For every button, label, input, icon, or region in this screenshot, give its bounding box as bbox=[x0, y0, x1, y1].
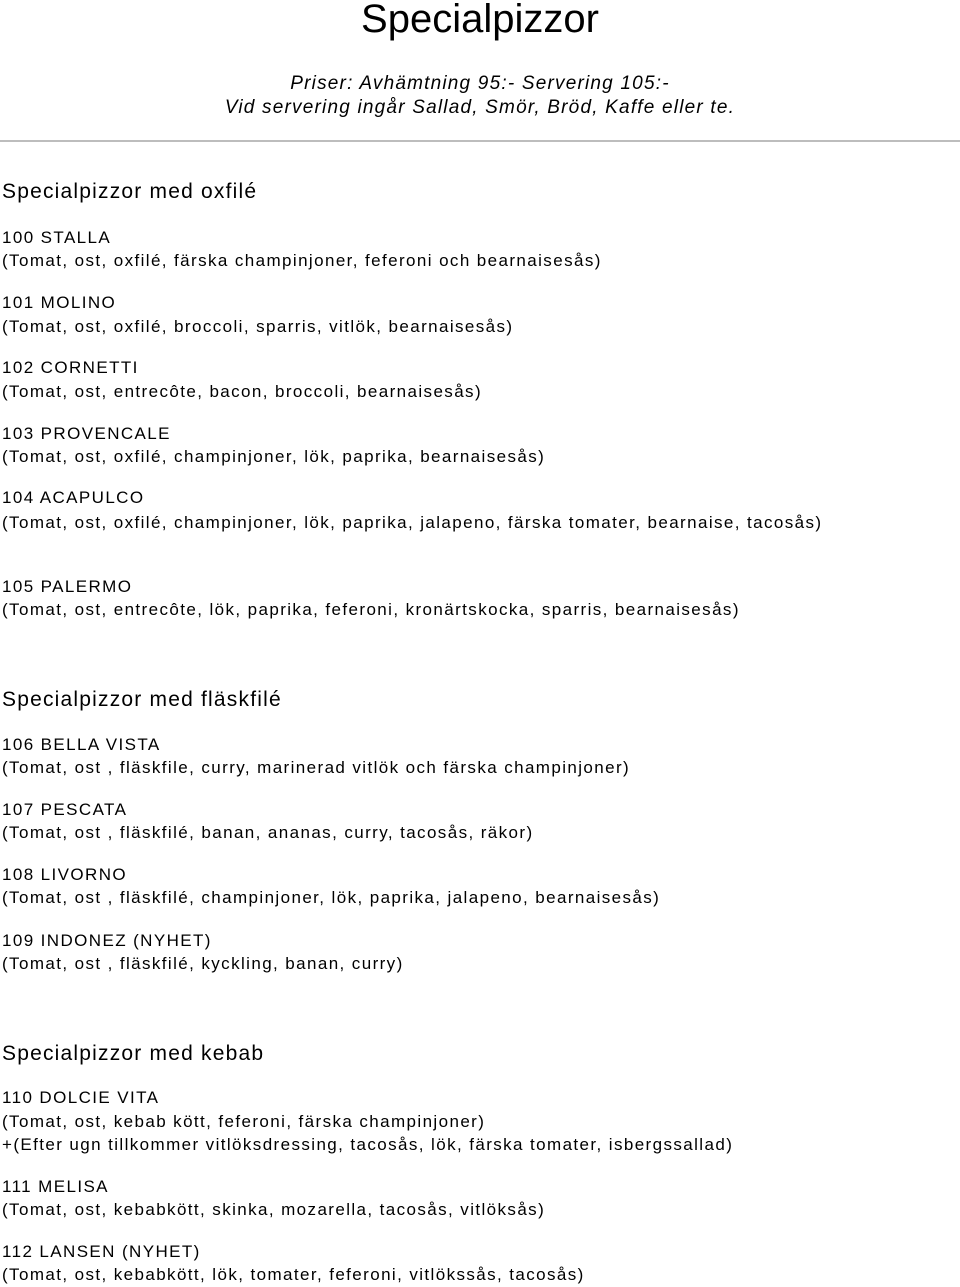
service-line: Vid servering ingår Sallad, Smör, Bröd, Kaffe eller te. bbox=[224, 97, 736, 118]
menu-item-name: 105 PALERMO bbox=[2, 577, 133, 596]
menu-item-name: 112 LANSEN (NYHET) bbox=[2, 1242, 201, 1261]
menu-item-desc: (Tomat, ost , fläskfilé, kyckling, banan, curry) bbox=[2, 954, 404, 973]
page-title: Specialpizzor bbox=[361, 0, 599, 41]
menu-item-desc: (Tomat, ost, kebabkött, lök, tomater, feferoni, vitlökssås, tacosås) bbox=[2, 1265, 585, 1284]
menu-item-name: 109 INDONEZ (NYHET) bbox=[2, 931, 212, 950]
menu-item-name: 106 BELLA VISTA bbox=[2, 735, 161, 754]
menu-item-extra: +(Efter ugn tillkommer vitlöksdressing, tacosås, lök, färska tomater, isbergssallad) bbox=[2, 1135, 734, 1154]
menu-item-desc: (Tomat, ost, oxfilé, broccoli, sparris, vitlök, bearnaisesås) bbox=[2, 317, 514, 336]
menu-item-name: 108 LIVORNO bbox=[2, 865, 128, 884]
section-title-oxfile: Specialpizzor med oxfilé bbox=[2, 180, 258, 203]
menu-item-name: 107 PESCATA bbox=[2, 800, 128, 819]
menu-item-name: 110 DOLCIE VITA bbox=[2, 1088, 160, 1107]
section-title-kebab: Specialpizzor med kebab bbox=[2, 1042, 265, 1065]
section-title-flaskfile: Specialpizzor med fläskfilé bbox=[2, 688, 282, 711]
menu-item-desc: (Tomat, ost, entrecôte, bacon, broccoli, bearnaisesås) bbox=[2, 382, 483, 401]
menu-item-name: 104 ACAPULCO bbox=[2, 488, 145, 507]
menu-item-name: 111 MELISA bbox=[2, 1177, 109, 1196]
menu-item-desc: (Tomat, ost, kebabkött, skinka, mozarella, tacosås, vitlöksås) bbox=[2, 1200, 546, 1219]
menu-item-desc: (Tomat, ost, oxfilé, champinjoner, lök, paprika, bearnaisesås) bbox=[2, 447, 546, 466]
menu-item-name: 101 MOLINO bbox=[2, 293, 117, 312]
menu-item-desc: (Tomat, ost , fläskfilé, champinjoner, lök, paprika, jalapeno, bearnaisesås) bbox=[2, 888, 661, 907]
divider bbox=[0, 140, 960, 142]
menu-item-desc: (Tomat, ost, oxfilé, champinjoner, lök, paprika, jalapeno, färska tomater, bearnaise, tacosås) bbox=[2, 513, 823, 532]
menu-item-desc: (Tomat, ost , fläskfile, curry, marinerad vitlök och färska champinjoner) bbox=[2, 758, 631, 777]
menu-item-desc: (Tomat, ost, oxfilé, färska champinjoner, feferoni och bearnaisesås) bbox=[2, 251, 602, 270]
menu-item-name: 103 PROVENCALE bbox=[2, 424, 171, 443]
menu-item-name: 100 STALLA bbox=[2, 228, 112, 247]
prices-line: Priser: Avhämtning 95:- Servering 105:- bbox=[290, 73, 670, 94]
menu-item-name: 102 CORNETTI bbox=[2, 358, 139, 377]
menu-item-desc: (Tomat, ost, entrecôte, lök, paprika, feferoni, kronärtskocka, sparris, bearnaisesås) bbox=[2, 600, 740, 619]
menu-item-desc: (Tomat, ost, kebab kött, feferoni, färska champinjoner) bbox=[2, 1112, 486, 1131]
menu-item-desc: (Tomat, ost , fläskfilé, banan, ananas, curry, tacosås, räkor) bbox=[2, 823, 534, 842]
